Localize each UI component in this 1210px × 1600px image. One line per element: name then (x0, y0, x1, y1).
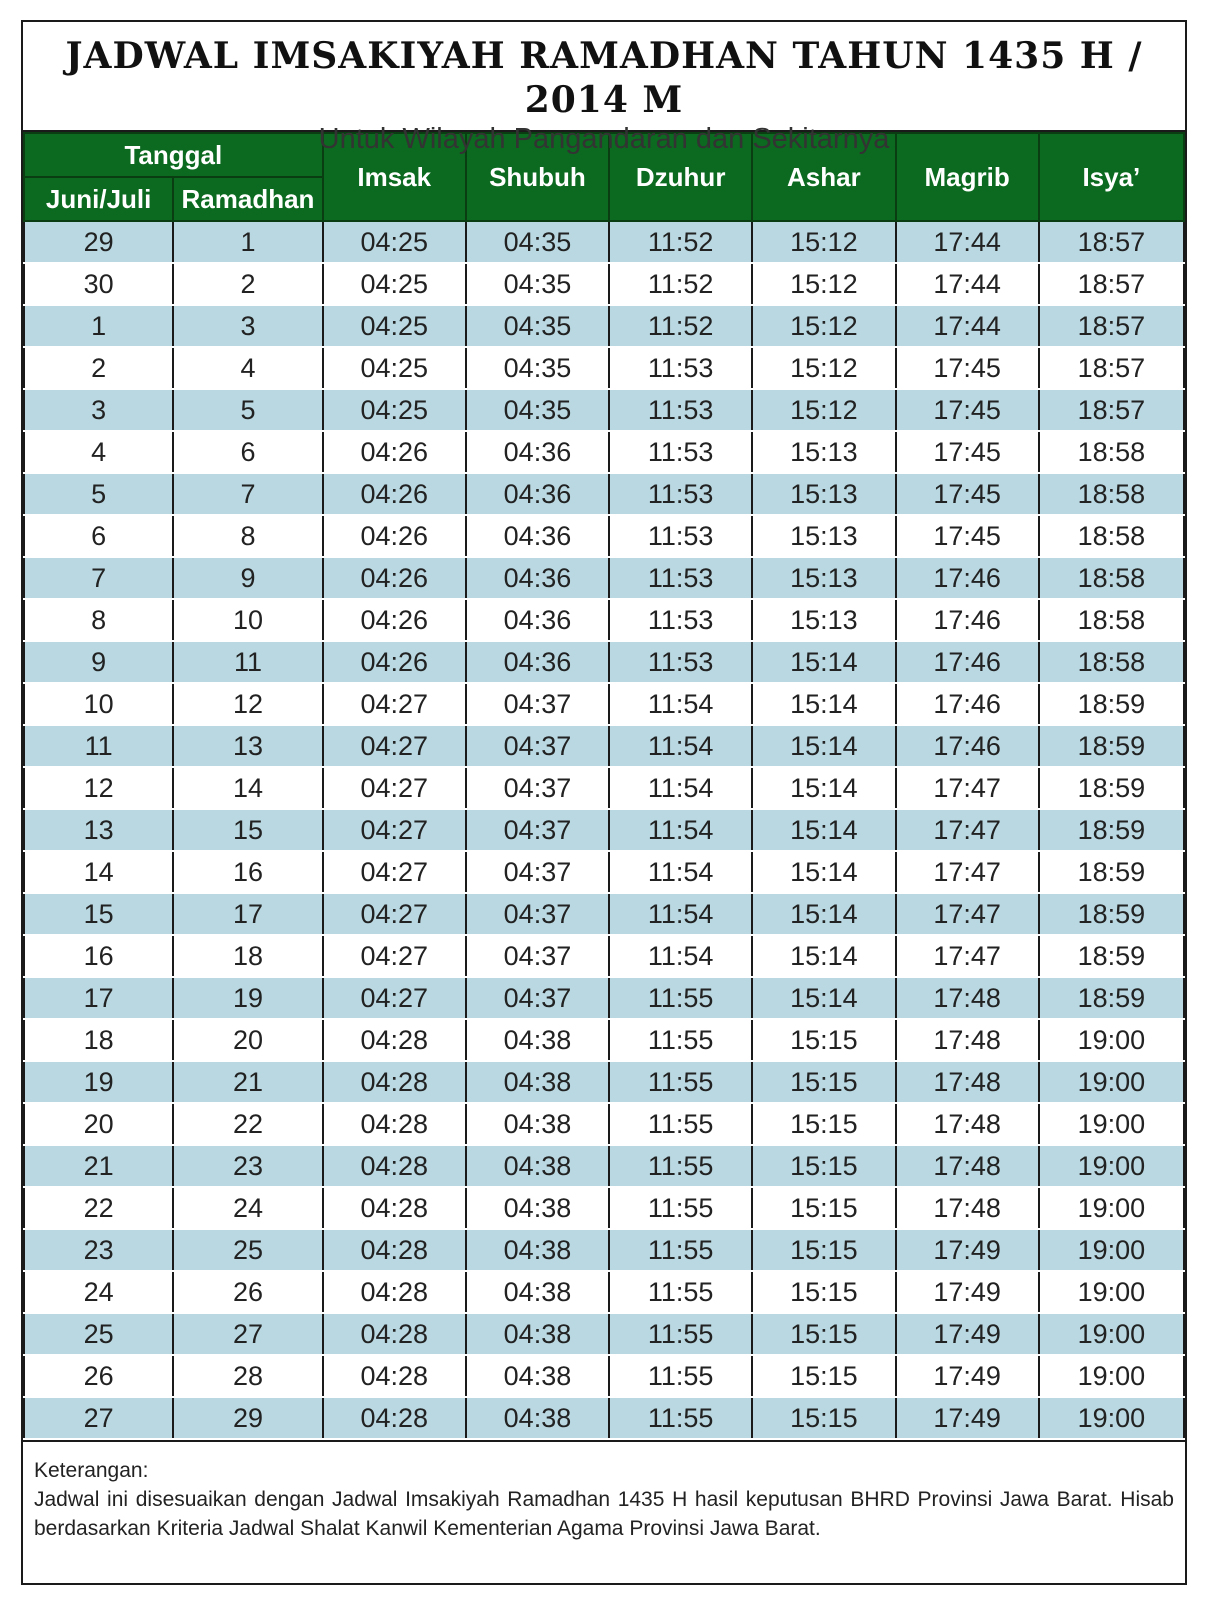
table-row (24, 767, 1184, 809)
table-row (24, 347, 1184, 389)
cell-imsak: 04:27 (323, 851, 466, 893)
cell-ashar: 15:14 (752, 767, 895, 809)
cell-dzuhur: 11:55 (609, 1397, 752, 1439)
cell-ramadhan: 6 (173, 431, 322, 473)
schedule-document (21, 20, 1187, 1585)
cell-imsak: 04:27 (323, 683, 466, 725)
cell-ramadhan: 4 (173, 347, 322, 389)
cell-ashar: 15:13 (752, 515, 895, 557)
header-ashar: Ashar (752, 133, 895, 221)
table-row (24, 515, 1184, 557)
cell-ashar: 15:12 (752, 221, 895, 263)
cell-isya: 18:59 (1039, 935, 1184, 977)
cell-ramadhan: 24 (173, 1187, 322, 1229)
table-row (24, 389, 1184, 431)
cell-dzuhur: 11:55 (609, 1355, 752, 1397)
cell-isya: 18:57 (1039, 305, 1184, 347)
cell-ramadhan: 29 (173, 1397, 322, 1439)
cell-imsak: 04:28 (323, 1229, 466, 1271)
table-row (24, 725, 1184, 767)
cell-dzuhur: 11:55 (609, 977, 752, 1019)
cell-ashar: 15:13 (752, 557, 895, 599)
cell-shubuh: 04:37 (466, 935, 609, 977)
cell-masehi: 29 (24, 221, 173, 263)
cell-isya: 18:58 (1039, 515, 1184, 557)
header-shubuh: Shubuh (466, 133, 609, 221)
cell-isya: 18:57 (1039, 221, 1184, 263)
cell-isya: 19:00 (1039, 1061, 1184, 1103)
cell-ashar: 15:15 (752, 1103, 895, 1145)
cell-masehi: 12 (24, 767, 173, 809)
cell-imsak: 04:27 (323, 767, 466, 809)
cell-shubuh: 04:35 (466, 389, 609, 431)
cell-ramadhan: 2 (173, 263, 322, 305)
cell-shubuh: 04:35 (466, 221, 609, 263)
cell-masehi: 3 (24, 389, 173, 431)
cell-ashar: 15:12 (752, 305, 895, 347)
cell-ramadhan: 8 (173, 515, 322, 557)
header-tanggal: Tanggal (24, 133, 323, 177)
table-row (24, 1103, 1184, 1145)
cell-ramadhan: 26 (173, 1271, 322, 1313)
cell-ashar: 15:15 (752, 1397, 895, 1439)
table-row (24, 809, 1184, 851)
cell-shubuh: 04:38 (466, 1313, 609, 1355)
cell-ramadhan: 27 (173, 1313, 322, 1355)
cell-magrib: 17:46 (896, 599, 1039, 641)
cell-isya: 18:58 (1039, 599, 1184, 641)
table-row (24, 221, 1184, 263)
schedule-table (23, 132, 1185, 1440)
table-row (24, 1271, 1184, 1313)
cell-ramadhan: 5 (173, 389, 322, 431)
table-row (24, 431, 1184, 473)
cell-imsak: 04:28 (323, 1145, 466, 1187)
cell-magrib: 17:46 (896, 557, 1039, 599)
cell-isya: 18:57 (1039, 263, 1184, 305)
cell-shubuh: 04:37 (466, 977, 609, 1019)
cell-imsak: 04:27 (323, 725, 466, 767)
cell-imsak: 04:25 (323, 221, 466, 263)
cell-imsak: 04:25 (323, 305, 466, 347)
cell-ashar: 15:15 (752, 1313, 895, 1355)
cell-ramadhan: 17 (173, 893, 322, 935)
table-row (24, 683, 1184, 725)
cell-isya: 18:59 (1039, 725, 1184, 767)
table-row (24, 1229, 1184, 1271)
table-row (24, 1187, 1184, 1229)
cell-dzuhur: 11:53 (609, 641, 752, 683)
cell-ramadhan: 11 (173, 641, 322, 683)
cell-isya: 19:00 (1039, 1271, 1184, 1313)
cell-isya: 19:00 (1039, 1187, 1184, 1229)
cell-isya: 19:00 (1039, 1355, 1184, 1397)
cell-isya: 19:00 (1039, 1019, 1184, 1061)
cell-dzuhur: 11:53 (609, 347, 752, 389)
cell-masehi: 4 (24, 431, 173, 473)
cell-dzuhur: 11:55 (609, 1229, 752, 1271)
cell-shubuh: 04:36 (466, 557, 609, 599)
cell-shubuh: 04:37 (466, 767, 609, 809)
cell-magrib: 17:47 (896, 935, 1039, 977)
cell-imsak: 04:27 (323, 935, 466, 977)
table-row (24, 1145, 1184, 1187)
notes-text: Jadwal ini disesuaikan dengan Jadwal Imsakiyah Ramadhan 1435 H hasil keputusan BHRD Provinsi Jawa Barat. Hisab berdasarkan Kriteria Jadwal Shalat Kanwil Kementerian Agama Provinsi Jawa Barat. (34, 1488, 1174, 1540)
cell-dzuhur: 11:53 (609, 599, 752, 641)
cell-ashar: 15:15 (752, 1271, 895, 1313)
header-masehi: Juni/Juli (24, 177, 173, 221)
cell-dzuhur: 11:52 (609, 305, 752, 347)
cell-magrib: 17:46 (896, 725, 1039, 767)
table-row (24, 935, 1184, 977)
cell-shubuh: 04:37 (466, 893, 609, 935)
cell-shubuh: 04:35 (466, 263, 609, 305)
cell-ashar: 15:14 (752, 809, 895, 851)
cell-ramadhan: 7 (173, 473, 322, 515)
cell-masehi: 21 (24, 1145, 173, 1187)
cell-masehi: 11 (24, 725, 173, 767)
cell-imsak: 04:25 (323, 389, 466, 431)
cell-magrib: 17:45 (896, 515, 1039, 557)
cell-masehi: 16 (24, 935, 173, 977)
cell-dzuhur: 11:53 (609, 431, 752, 473)
table-row (24, 977, 1184, 1019)
cell-imsak: 04:28 (323, 1019, 466, 1061)
cell-isya: 19:00 (1039, 1145, 1184, 1187)
cell-ashar: 15:14 (752, 725, 895, 767)
cell-magrib: 17:49 (896, 1397, 1039, 1439)
cell-magrib: 17:48 (896, 1103, 1039, 1145)
cell-ashar: 15:15 (752, 1187, 895, 1229)
cell-magrib: 17:46 (896, 641, 1039, 683)
cell-dzuhur: 11:55 (609, 1313, 752, 1355)
cell-masehi: 22 (24, 1187, 173, 1229)
cell-imsak: 04:26 (323, 641, 466, 683)
cell-dzuhur: 11:55 (609, 1061, 752, 1103)
cell-magrib: 17:49 (896, 1229, 1039, 1271)
cell-dzuhur: 11:55 (609, 1271, 752, 1313)
table-row (24, 1355, 1184, 1397)
cell-dzuhur: 11:54 (609, 809, 752, 851)
cell-magrib: 17:49 (896, 1313, 1039, 1355)
cell-masehi: 2 (24, 347, 173, 389)
cell-ashar: 15:15 (752, 1229, 895, 1271)
cell-masehi: 9 (24, 641, 173, 683)
cell-masehi: 25 (24, 1313, 173, 1355)
cell-imsak: 04:26 (323, 515, 466, 557)
cell-ashar: 15:14 (752, 641, 895, 683)
cell-ashar: 15:15 (752, 1145, 895, 1187)
cell-imsak: 04:28 (323, 1061, 466, 1103)
cell-masehi: 10 (24, 683, 173, 725)
cell-magrib: 17:47 (896, 851, 1039, 893)
cell-dzuhur: 11:53 (609, 389, 752, 431)
cell-ramadhan: 9 (173, 557, 322, 599)
cell-magrib: 17:48 (896, 1061, 1039, 1103)
cell-shubuh: 04:36 (466, 431, 609, 473)
cell-magrib: 17:48 (896, 1145, 1039, 1187)
cell-shubuh: 04:37 (466, 725, 609, 767)
cell-dzuhur: 11:54 (609, 851, 752, 893)
cell-ashar: 15:14 (752, 977, 895, 1019)
cell-shubuh: 04:35 (466, 347, 609, 389)
notes-label: Keterangan: (34, 1459, 149, 1482)
cell-ashar: 15:12 (752, 347, 895, 389)
cell-shubuh: 04:36 (466, 473, 609, 515)
cell-masehi: 17 (24, 977, 173, 1019)
cell-dzuhur: 11:54 (609, 935, 752, 977)
cell-magrib: 17:46 (896, 683, 1039, 725)
cell-imsak: 04:28 (323, 1397, 466, 1439)
notes-section (23, 1442, 1185, 1543)
cell-imsak: 04:25 (323, 263, 466, 305)
table-row (24, 557, 1184, 599)
cell-magrib: 17:49 (896, 1271, 1039, 1313)
header-isya: Isya’ (1039, 133, 1184, 221)
cell-magrib: 17:48 (896, 1187, 1039, 1229)
cell-shubuh: 04:37 (466, 809, 609, 851)
cell-dzuhur: 11:54 (609, 893, 752, 935)
cell-ashar: 15:13 (752, 599, 895, 641)
cell-masehi: 26 (24, 1355, 173, 1397)
cell-dzuhur: 11:55 (609, 1187, 752, 1229)
cell-ramadhan: 3 (173, 305, 322, 347)
cell-ashar: 15:14 (752, 851, 895, 893)
cell-ashar: 15:12 (752, 263, 895, 305)
cell-ramadhan: 21 (173, 1061, 322, 1103)
cell-imsak: 04:26 (323, 557, 466, 599)
cell-masehi: 15 (24, 893, 173, 935)
cell-masehi: 14 (24, 851, 173, 893)
cell-magrib: 17:47 (896, 893, 1039, 935)
cell-masehi: 30 (24, 263, 173, 305)
cell-imsak: 04:26 (323, 431, 466, 473)
cell-ramadhan: 28 (173, 1355, 322, 1397)
header-magrib: Magrib (896, 133, 1039, 221)
header-ramadhan: Ramadhan (173, 177, 322, 221)
cell-dzuhur: 11:53 (609, 557, 752, 599)
cell-isya: 18:58 (1039, 557, 1184, 599)
cell-ramadhan: 22 (173, 1103, 322, 1145)
cell-shubuh: 04:38 (466, 1145, 609, 1187)
cell-ramadhan: 15 (173, 809, 322, 851)
cell-masehi: 5 (24, 473, 173, 515)
table-row (24, 893, 1184, 935)
cell-dzuhur: 11:55 (609, 1019, 752, 1061)
cell-ramadhan: 10 (173, 599, 322, 641)
cell-magrib: 17:47 (896, 767, 1039, 809)
cell-shubuh: 04:38 (466, 1103, 609, 1145)
page-title: JADWAL IMSAKIYAH RAMADHAN TAHUN 1435 H / 2014 M (65, 35, 1143, 121)
cell-ashar: 15:15 (752, 1355, 895, 1397)
cell-masehi: 19 (24, 1061, 173, 1103)
cell-shubuh: 04:35 (466, 305, 609, 347)
cell-ramadhan: 18 (173, 935, 322, 977)
cell-isya: 18:59 (1039, 893, 1184, 935)
cell-masehi: 13 (24, 809, 173, 851)
cell-isya: 18:58 (1039, 641, 1184, 683)
page-subtitle: Untuk Wilayah Pangandaran dan Sekitarnya (318, 123, 890, 155)
cell-isya: 18:57 (1039, 347, 1184, 389)
cell-shubuh: 04:38 (466, 1061, 609, 1103)
cell-ashar: 15:13 (752, 473, 895, 515)
cell-dzuhur: 11:54 (609, 725, 752, 767)
table-row (24, 473, 1184, 515)
cell-shubuh: 04:36 (466, 641, 609, 683)
cell-shubuh: 04:36 (466, 599, 609, 641)
cell-masehi: 23 (24, 1229, 173, 1271)
cell-shubuh: 04:37 (466, 851, 609, 893)
cell-magrib: 17:45 (896, 347, 1039, 389)
cell-isya: 18:57 (1039, 389, 1184, 431)
cell-shubuh: 04:36 (466, 515, 609, 557)
cell-shubuh: 04:38 (466, 1397, 609, 1439)
cell-masehi: 6 (24, 515, 173, 557)
cell-imsak: 04:27 (323, 809, 466, 851)
cell-dzuhur: 11:55 (609, 1145, 752, 1187)
cell-ramadhan: 14 (173, 767, 322, 809)
cell-ashar: 15:14 (752, 935, 895, 977)
cell-magrib: 17:45 (896, 389, 1039, 431)
schedule-table-wrapper (23, 132, 1185, 1442)
cell-isya: 19:00 (1039, 1397, 1184, 1439)
cell-dzuhur: 11:53 (609, 473, 752, 515)
cell-isya: 18:59 (1039, 683, 1184, 725)
table-row (24, 1397, 1184, 1439)
cell-magrib: 17:48 (896, 1019, 1039, 1061)
cell-shubuh: 04:38 (466, 1355, 609, 1397)
cell-isya: 18:58 (1039, 473, 1184, 515)
cell-magrib: 17:44 (896, 221, 1039, 263)
cell-masehi: 1 (24, 305, 173, 347)
cell-ramadhan: 1 (173, 221, 322, 263)
cell-ashar: 15:13 (752, 431, 895, 473)
cell-imsak: 04:28 (323, 1313, 466, 1355)
cell-isya: 19:00 (1039, 1313, 1184, 1355)
cell-masehi: 18 (24, 1019, 173, 1061)
cell-imsak: 04:25 (323, 347, 466, 389)
cell-imsak: 04:27 (323, 893, 466, 935)
cell-ramadhan: 25 (173, 1229, 322, 1271)
cell-imsak: 04:27 (323, 977, 466, 1019)
cell-shubuh: 04:38 (466, 1271, 609, 1313)
cell-magrib: 17:44 (896, 263, 1039, 305)
table-row (24, 305, 1184, 347)
table-row (24, 1313, 1184, 1355)
cell-imsak: 04:28 (323, 1187, 466, 1229)
cell-magrib: 17:47 (896, 809, 1039, 851)
cell-magrib: 17:45 (896, 473, 1039, 515)
cell-masehi: 24 (24, 1271, 173, 1313)
cell-isya: 19:00 (1039, 1229, 1184, 1271)
cell-shubuh: 04:38 (466, 1187, 609, 1229)
cell-shubuh: 04:38 (466, 1019, 609, 1061)
cell-imsak: 04:26 (323, 599, 466, 641)
cell-masehi: 27 (24, 1397, 173, 1439)
cell-isya: 18:59 (1039, 977, 1184, 1019)
cell-imsak: 04:26 (323, 473, 466, 515)
cell-shubuh: 04:37 (466, 683, 609, 725)
cell-isya: 19:00 (1039, 1103, 1184, 1145)
table-row (24, 1019, 1184, 1061)
cell-dzuhur: 11:52 (609, 263, 752, 305)
cell-ramadhan: 23 (173, 1145, 322, 1187)
cell-magrib: 17:48 (896, 977, 1039, 1019)
cell-ashar: 15:15 (752, 1061, 895, 1103)
cell-isya: 18:59 (1039, 767, 1184, 809)
cell-isya: 18:59 (1039, 851, 1184, 893)
cell-ramadhan: 12 (173, 683, 322, 725)
table-row (24, 599, 1184, 641)
cell-isya: 18:58 (1039, 431, 1184, 473)
cell-dzuhur: 11:55 (609, 1103, 752, 1145)
header-dzuhur: Dzuhur (609, 133, 752, 221)
cell-imsak: 04:28 (323, 1355, 466, 1397)
cell-ashar: 15:15 (752, 1019, 895, 1061)
header-imsak: Imsak (323, 133, 466, 221)
cell-magrib: 17:45 (896, 431, 1039, 473)
cell-dzuhur: 11:54 (609, 683, 752, 725)
table-body (24, 221, 1184, 1439)
table-row (24, 263, 1184, 305)
cell-ramadhan: 13 (173, 725, 322, 767)
cell-dzuhur: 11:52 (609, 221, 752, 263)
cell-masehi: 8 (24, 599, 173, 641)
cell-ashar: 15:14 (752, 683, 895, 725)
cell-ramadhan: 20 (173, 1019, 322, 1061)
cell-ashar: 15:12 (752, 389, 895, 431)
cell-ramadhan: 19 (173, 977, 322, 1019)
table-row (24, 1061, 1184, 1103)
cell-shubuh: 04:38 (466, 1229, 609, 1271)
table-row (24, 641, 1184, 683)
cell-imsak: 04:28 (323, 1271, 466, 1313)
cell-masehi: 20 (24, 1103, 173, 1145)
table-row (24, 851, 1184, 893)
cell-ashar: 15:14 (752, 893, 895, 935)
cell-magrib: 17:44 (896, 305, 1039, 347)
cell-masehi: 7 (24, 557, 173, 599)
cell-imsak: 04:28 (323, 1103, 466, 1145)
cell-dzuhur: 11:53 (609, 515, 752, 557)
cell-ramadhan: 16 (173, 851, 322, 893)
cell-magrib: 17:49 (896, 1355, 1039, 1397)
cell-dzuhur: 11:54 (609, 767, 752, 809)
cell-isya: 18:59 (1039, 809, 1184, 851)
